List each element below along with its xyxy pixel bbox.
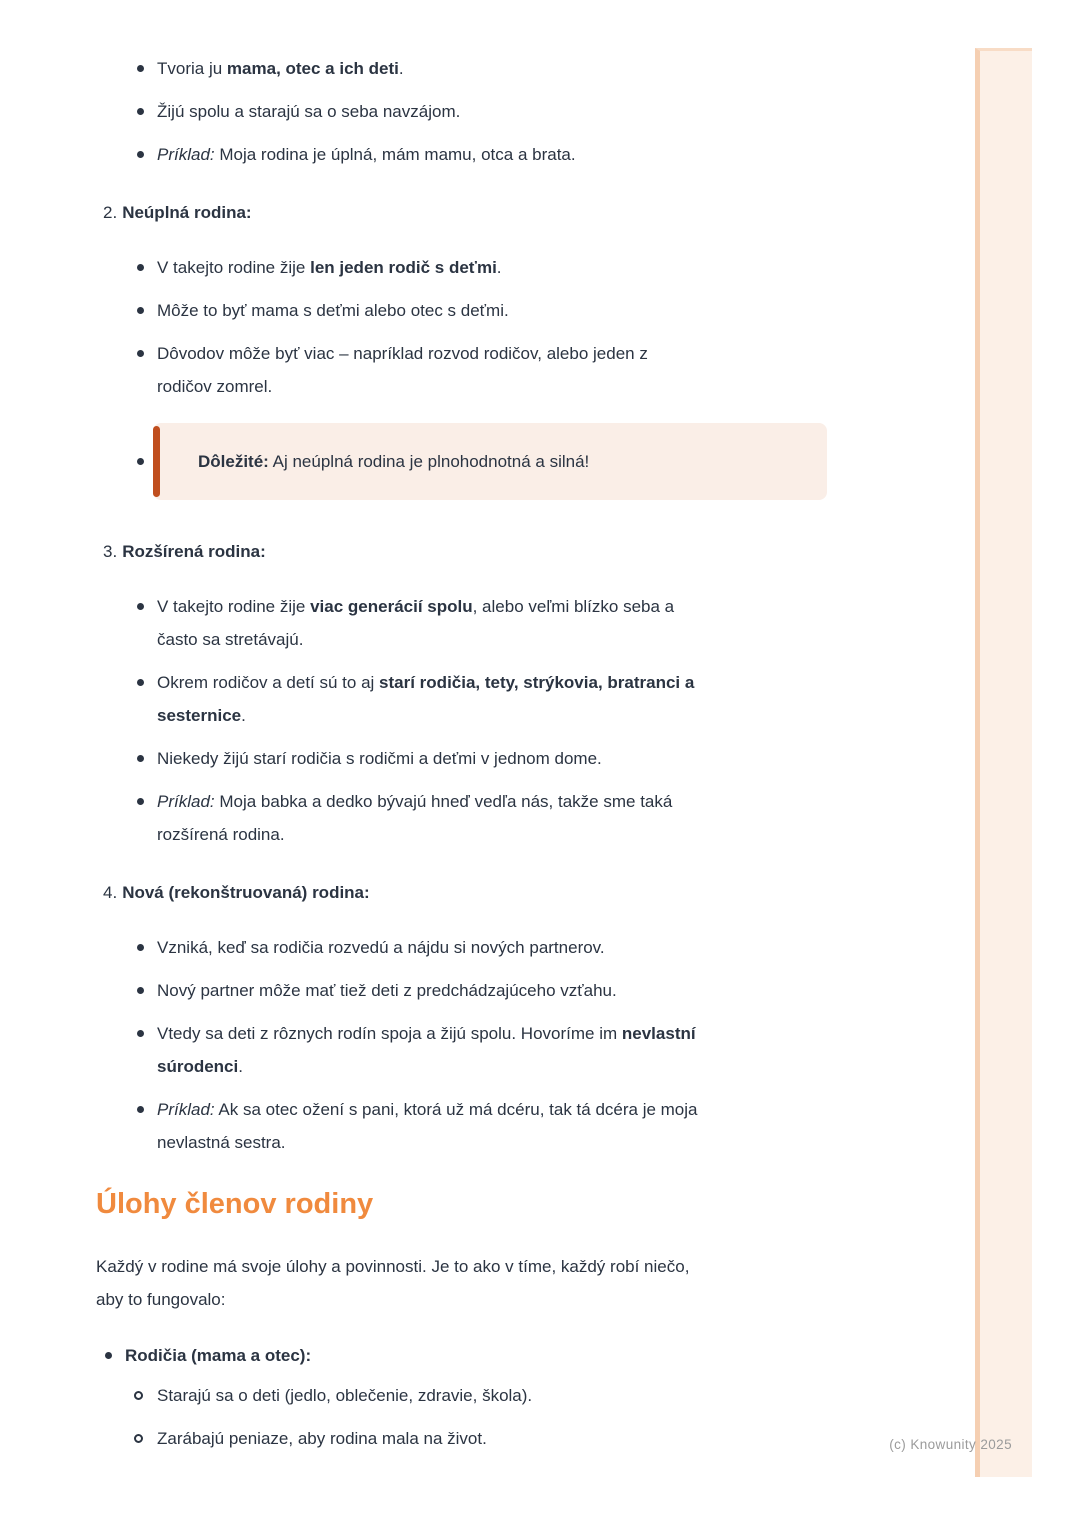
sub-bullet-item (96, 1422, 888, 1455)
bullet-text: Môže to byť mama s deťmi alebo otec s deťmi. (157, 301, 509, 320)
bullet-item (96, 931, 888, 964)
bullet-icon (105, 1352, 112, 1359)
bullet-text: Nový partner môže mať tiež deti z predchádzajúceho vzťahu. (157, 981, 617, 1000)
bullet-icon (137, 1030, 144, 1037)
decorative-side-stripe (975, 48, 1032, 1477)
bullet-text: Tvoria ju mama, otec a ich deti. (157, 59, 404, 78)
section-heading-ulohy-clenov-rodiny: Úlohy členov rodiny (96, 1188, 374, 1220)
bullet-icon (137, 1106, 144, 1113)
heading-number: 4. (103, 883, 118, 902)
bullet-icon (137, 151, 144, 158)
bullet-icon (137, 755, 144, 762)
bullet-icon (137, 458, 144, 465)
bullet-item (96, 294, 888, 327)
bullet-item (96, 1093, 888, 1159)
bullet-icon (137, 987, 144, 994)
bullet-text: Vzniká, keď sa rodičia rozvedú a nájdu si nových partnerov. (157, 938, 605, 957)
heading-title: Neúplná rodina: (122, 203, 252, 222)
document-content (96, 52, 888, 1465)
bullet-text: Zarábajú peniaze, aby rodina mala na život. (157, 1429, 487, 1448)
intro-paragraph: Každý v rodine má svoje úlohy a povinnosti. Je to ako v tíme, každý robí niečo, aby to fungovalo: (96, 1257, 690, 1309)
bullet-text: Rodičia (mama a otec): (125, 1346, 312, 1365)
bullet-text: Príklad: Moja babka a dedko bývajú hneď vedľa nás, takže sme taká rozšírená rodina. (157, 792, 673, 844)
bullet-item (96, 251, 888, 284)
bullet-item (96, 337, 888, 403)
bullet-text: Starajú sa o deti (jedlo, oblečenie, zdravie, škola). (157, 1386, 533, 1405)
numbered-heading-neuplna-rodina (96, 196, 888, 229)
heading-title: Rozšírená rodina: (122, 542, 266, 561)
bullet-icon (137, 944, 144, 951)
bullet-icon (137, 108, 144, 115)
bullet-icon (137, 603, 144, 610)
bullet-icon (137, 65, 144, 72)
heading-number: 3. (103, 542, 118, 561)
callout-label: Dôležité: (198, 452, 269, 471)
heading-number: 2. (103, 203, 118, 222)
heading-title: Nová (rekonštruovaná) rodina: (122, 883, 370, 902)
bullet-item (96, 590, 888, 656)
bullet-text: Žijú spolu a starajú sa o seba navzájom. (157, 102, 461, 121)
watermark-text: (c) Knowunity 2025 (889, 1437, 1012, 1452)
bullet-icon (137, 679, 144, 686)
bullet-item (96, 95, 888, 128)
bullet-text: Príklad: Moja rodina je úplná, mám mamu, otca a brata. (157, 145, 576, 164)
bullet-text: Príklad: Ak sa otec ožení s pani, ktorá už má dcéru, tak tá dcéra je moja nevlastná sestra. (157, 1100, 698, 1152)
bullet-text: Niekedy žijú starí rodičia s rodičmi a deťmi v jednom dome. (157, 749, 602, 768)
sub-bullet-item (96, 1379, 888, 1412)
bullet-text: Dôvodov môže byť viac – napríklad rozvod rodičov, alebo jeden z rodičov zomrel. (157, 344, 648, 396)
bullet-item (96, 1017, 888, 1083)
bullet-item-rodicia (96, 1339, 888, 1372)
numbered-heading-rozsirena-rodina (96, 535, 888, 568)
bullet-text: Vtedy sa deti z rôznych rodín spoja a žijú spolu. Hovoríme im nevlastní súrodenci. (157, 1024, 696, 1076)
bullet-item (96, 138, 888, 171)
bullet-text: Okrem rodičov a detí sú to aj starí rodičia, tety, strýkovia, bratranci a sesternice. (157, 673, 695, 725)
numbered-heading-nova-rodina (96, 876, 888, 909)
callout-text: Aj neúplná rodina je plnohodnotná a silná! (268, 452, 590, 471)
circle-bullet-icon (134, 1391, 143, 1400)
bullet-icon (137, 798, 144, 805)
bullet-icon (137, 307, 144, 314)
bullet-text: V takejto rodine žije len jeden rodič s deťmi. (157, 258, 502, 277)
callout-accent-bar-icon (153, 426, 160, 497)
circle-bullet-icon (134, 1434, 143, 1443)
bullet-item (96, 742, 888, 775)
bullet-item (96, 52, 888, 85)
bullet-item (96, 974, 888, 1007)
bullet-item (96, 785, 888, 851)
bullet-item (96, 666, 888, 732)
bullet-icon (137, 350, 144, 357)
callout-row (96, 423, 827, 500)
bullet-icon (137, 264, 144, 271)
bullet-text: V takejto rodine žije viac generácií spolu, alebo veľmi blízko seba a často sa stretávajú. (157, 597, 675, 649)
important-callout (153, 423, 827, 500)
